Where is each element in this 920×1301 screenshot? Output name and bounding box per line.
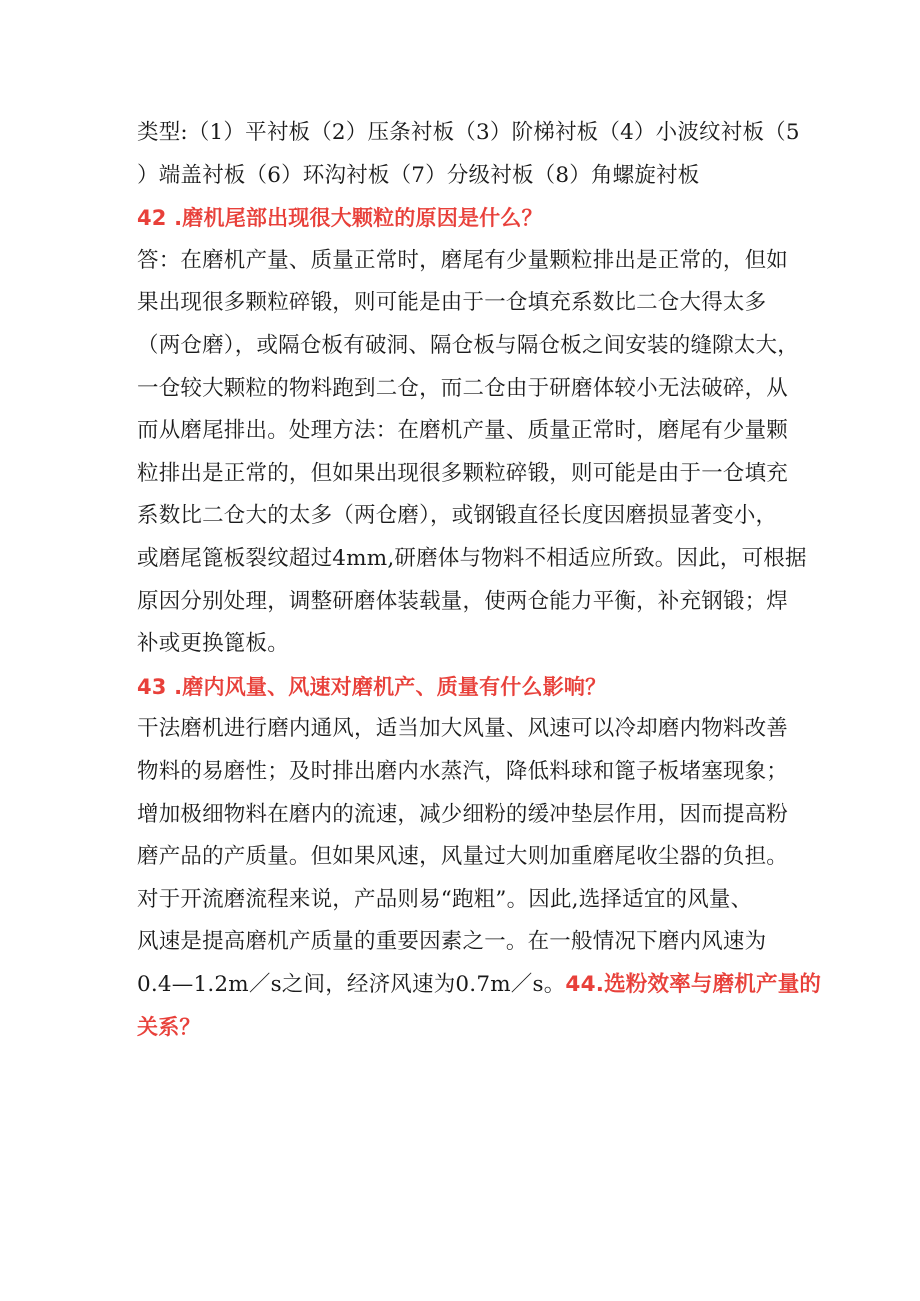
answer-43-last-line <box>137 964 822 1007</box>
answer-42-line: 而从磨尾排出。处理方法：在磨机产量、质量正常时，磨尾有少量颗 <box>137 418 789 444</box>
answer-42-line: 答：在磨机产量、质量正常时，磨尾有少量颗粒排出是正常的，但如 <box>137 247 789 273</box>
question-44-heading-end: 关系？ <box>137 1015 201 1040</box>
answer-42-line: 系数比二仓大的太多（两仓磨），或钢锻直径长度因磨损显著变小， <box>137 503 778 529</box>
answer-43-line: 物料的易磨性；及时排出磨内水蒸汽，降低料球和篦子板堵塞现象； <box>137 758 789 784</box>
answer-43-line: 磨产品的产质量。但如果风速，风量过大则加重磨尾收尘器的负担。 <box>137 844 789 870</box>
document-body <box>137 112 822 1049</box>
answer-43-line: 风速是提高磨机产质量的重要因素之一。在一般情况下磨内风速为 <box>137 929 767 955</box>
answer-43-line: 增加极细物料在磨内的流速，减少细粉的缓冲垫层作用，因而提高粉 <box>137 801 789 827</box>
answer-43-last-text: 0.4—1.2m／s之间，经济风速为0.7m／s。 <box>137 971 566 997</box>
liner-types-line-2: ）端盖衬板（6）环沟衬板（7）分级衬板（8）角螺旋衬板 <box>137 162 700 188</box>
answer-42-line: 原因分别处理，调整研磨体装载量，使两仓能力平衡，补充钢锻；焊 <box>137 588 789 614</box>
answer-43-line: 对于开流磨流程来说，产品则易“跑粗”。因此,选择适宜的风量、 <box>137 886 753 912</box>
answer-42-line: （两仓磨），或隔仓板有破洞、隔仓板与隔仓板之间安装的缝隙太大， <box>137 332 799 358</box>
question-42-heading: 42 .磨机尾部出现很大颗粒的原因是什么？ <box>137 206 543 231</box>
liner-types-line-1: 类型:（1）平衬板（2）压条衬板（3）阶梯衬板（4）小波纹衬板（5 <box>137 120 800 145</box>
answer-42-line: 或磨尾篦板裂纹超过4mm,研磨体与物料不相适应所致。因此，可根据 <box>137 545 807 571</box>
answer-42-line: 粒排出是正常的，但如果出现很多颗粒碎锻，则可能是由于一仓填充 <box>137 460 789 486</box>
answer-42-line: 一仓较大颗粒的物料跑到二仓，而二仓由于研磨体较小无法破碎，从 <box>137 375 789 401</box>
answer-43-line: 干法磨机进行磨内通风，适当加大风量、风速可以冷却磨内物料改善 <box>137 716 789 742</box>
question-43-heading: 43 .磨内风量、风速对磨机产、质量有什么影响？ <box>137 674 607 699</box>
question-44-heading-start: 44.选粉效率与磨机产量的 <box>565 971 822 997</box>
answer-42-line: 果出现很多颗粒碎锻，则可能是由于一仓填充系数比二仓大得太多 <box>137 290 767 316</box>
answer-42-line: 补或更换篦板。 <box>137 631 289 657</box>
